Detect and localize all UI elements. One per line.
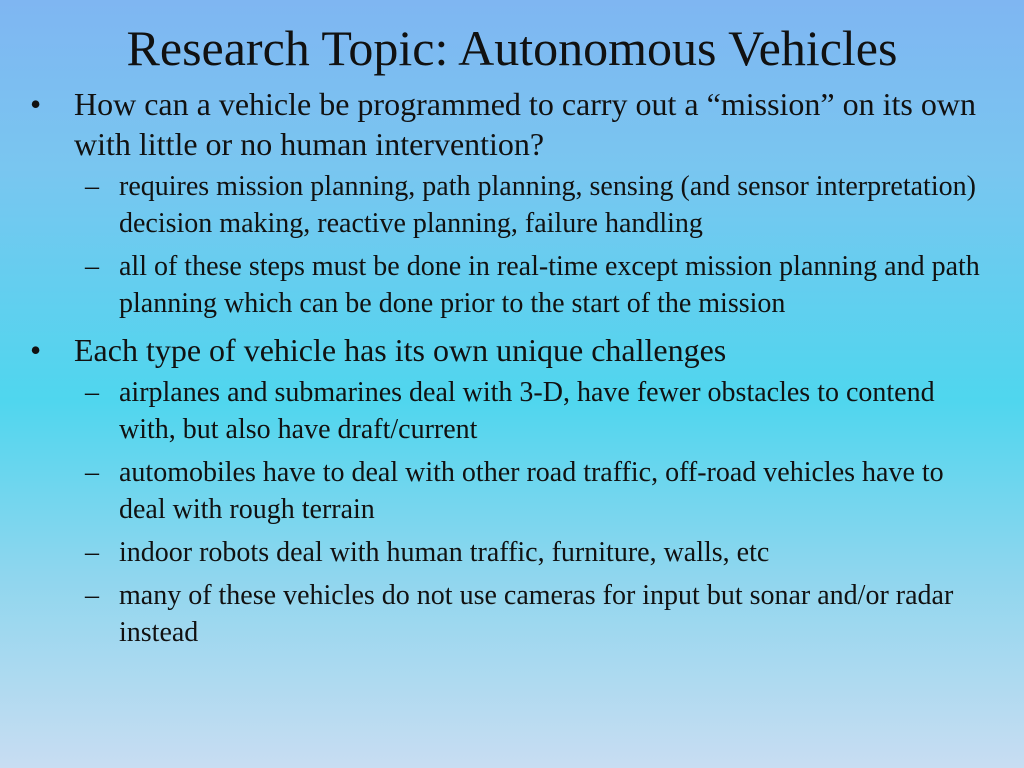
sub-bullet-1-2-text: all of these steps must be done in real-time except mission planning and path planning which can be done prior to the start of the mission — [119, 251, 980, 319]
bullet-2-text: Each type of vehicle has its own unique challenges — [74, 332, 727, 368]
spacer — [0, 322, 1024, 330]
dash-icon: – — [85, 537, 99, 568]
dash-icon: – — [85, 580, 99, 611]
bullet-dot-icon: • — [30, 86, 42, 122]
dash-icon: – — [85, 377, 99, 408]
sub-bullet-1-1-text: requires mission planning, path planning, sensing (and sensor interpretation) decision making, reactive planning, failure handling — [119, 171, 976, 239]
bullet-1 — [30, 84, 994, 164]
sub-bullet-1-2 — [85, 248, 994, 322]
bullet-dot-icon: • — [30, 332, 42, 368]
sub-bullet-2-1-text: airplanes and submarines deal with 3-D, have fewer obstacles to contend with, but also have draft/current — [119, 377, 935, 445]
slide-content — [0, 84, 1024, 651]
sub-bullet-2-4 — [85, 577, 994, 651]
dash-icon: – — [85, 171, 99, 202]
sub-bullet-2-4-text: many of these vehicles do not use cameras for input but sonar and/or radar instead — [119, 580, 954, 648]
bullet-1-text: How can a vehicle be programmed to carry out a “mission” on its own with little or no human intervention? — [74, 86, 976, 162]
sub-bullet-1-1 — [85, 168, 994, 242]
dash-icon: – — [85, 251, 99, 282]
sub-bullet-2-3 — [85, 534, 994, 571]
sub-bullet-2-2 — [85, 454, 994, 528]
slide-title: Research Topic: Autonomous Vehicles — [126, 20, 898, 76]
dash-icon: – — [85, 457, 99, 488]
sub-bullet-2-3-text: indoor robots deal with human traffic, furniture, walls, etc — [119, 537, 770, 568]
sub-bullet-2-2-text: automobiles have to deal with other road traffic, off-road vehicles have to deal with rough terrain — [119, 457, 944, 525]
bullet-2 — [30, 330, 994, 370]
sub-bullet-2-1 — [85, 374, 994, 448]
